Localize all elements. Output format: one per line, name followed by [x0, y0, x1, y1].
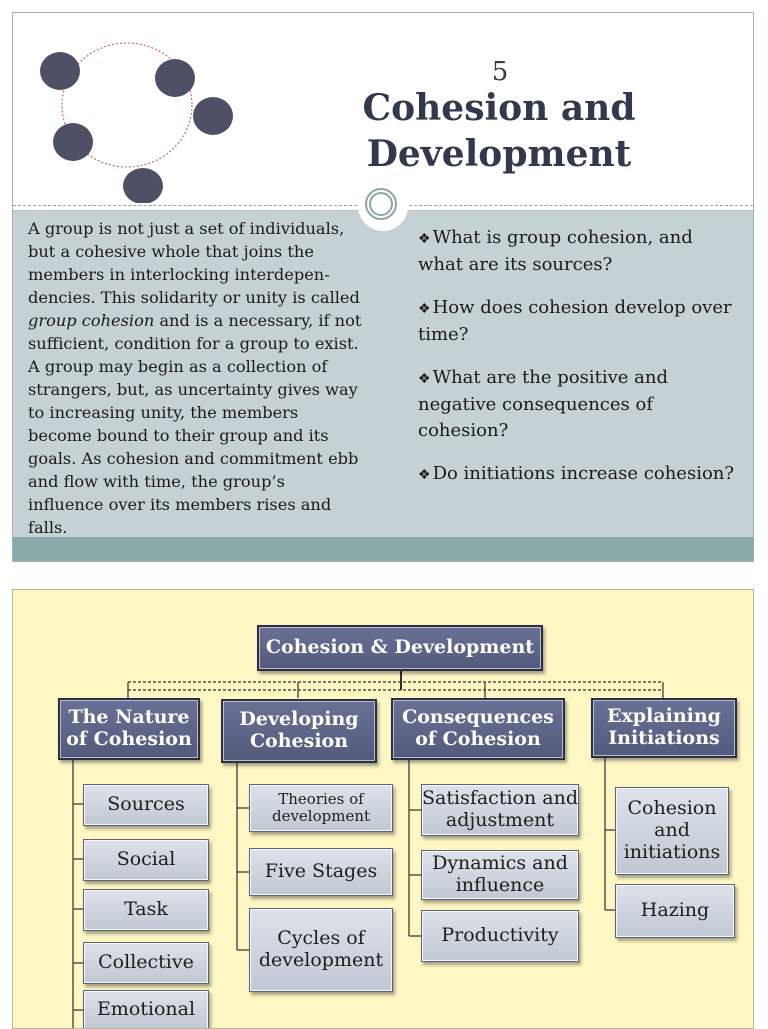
leaf-label: Theories of development — [271, 789, 371, 825]
branch-label: Developing Cohesion — [239, 708, 359, 752]
title-slide — [12, 12, 754, 562]
diamond-bullet-icon: ❖ — [418, 231, 431, 247]
intro-text-part1: A group is not just a set of individuals, but a cohesive whole that joins the members in interlocking interdependencies. This solidarity or unity is called — [28, 219, 360, 307]
question-item — [418, 295, 738, 348]
leaf-node — [249, 784, 393, 832]
leaf-node — [421, 784, 579, 836]
title-line-2: Development — [366, 133, 632, 175]
group-circle-logo-icon — [33, 33, 273, 203]
leaf-node — [83, 942, 209, 984]
branch-label: The Nature of Cohesion — [66, 706, 192, 750]
concept-map-slide — [12, 589, 754, 1029]
leaf-label: Cohesion and initiations — [623, 797, 721, 863]
leaf-node — [83, 839, 209, 881]
slide-title — [349, 85, 649, 177]
question-text: What are the positive and negative consequences of cohesion? — [418, 367, 668, 441]
leaf-node — [615, 884, 735, 938]
leaf-node — [83, 889, 209, 931]
leaf-label: Productivity — [441, 924, 559, 947]
question-item — [418, 461, 738, 488]
leaf-node — [421, 910, 579, 962]
footer-band — [13, 537, 753, 562]
leaf-label: Task — [124, 898, 168, 921]
leaf-label: Social — [116, 848, 176, 871]
question-item — [418, 225, 738, 278]
branch-node-nature — [58, 698, 200, 760]
root-node — [257, 625, 543, 671]
leaf-node — [83, 784, 209, 826]
leaf-label: Dynamics and influence — [432, 852, 568, 896]
diamond-bullet-icon: ❖ — [418, 371, 431, 387]
leaf-node — [249, 848, 393, 896]
leaf-label: Collective — [98, 951, 194, 974]
leaf-label: Five Stages — [264, 860, 378, 883]
intro-text-part2: and is a necessary, if not sufficient, condition for a group to exist. A group may begin as a collection of strangers, but, as uncertainty gives way to increasing unity, the members become bound to their group and its goals. As cohesion and commitment ebb and flow with time, the group’s influence over its members rises and falls. — [28, 311, 362, 537]
title-line-1: Cohesion and — [362, 87, 636, 129]
root-node-label: Cohesion & Development — [265, 636, 535, 659]
branch-node-consequences — [391, 698, 565, 760]
slide-number: 5 — [491, 57, 509, 87]
leaf-node — [249, 908, 393, 992]
question-list — [418, 225, 738, 505]
intro-paragraph — [28, 217, 364, 539]
ring-ornament-icon — [360, 183, 406, 229]
question-text: Do initiations increase cohesion? — [432, 463, 735, 484]
leaf-label: Hazing — [640, 899, 710, 922]
question-text: How does cohesion develop over time? — [418, 297, 732, 345]
branch-label: Consequences of Cohesion — [402, 706, 554, 750]
question-text: What is group cohesion, and what are its sources? — [418, 227, 693, 275]
leaf-label: Sources — [107, 793, 185, 816]
diamond-bullet-icon: ❖ — [418, 301, 431, 317]
leaf-label: Emotional — [96, 998, 196, 1021]
leaf-node — [615, 787, 729, 875]
intro-text-italic: group cohesion — [28, 311, 155, 330]
leaf-label: Satisfaction and adjustment — [422, 787, 578, 831]
branch-label: Explaining Initiations — [607, 705, 721, 749]
branch-node-developing — [221, 699, 377, 763]
branch-node-initiations — [591, 698, 737, 758]
leaf-node — [83, 990, 209, 1029]
question-item — [418, 365, 738, 444]
leaf-label: Cycles of development — [258, 927, 384, 971]
diamond-bullet-icon: ❖ — [418, 467, 431, 483]
leaf-node — [421, 850, 579, 900]
